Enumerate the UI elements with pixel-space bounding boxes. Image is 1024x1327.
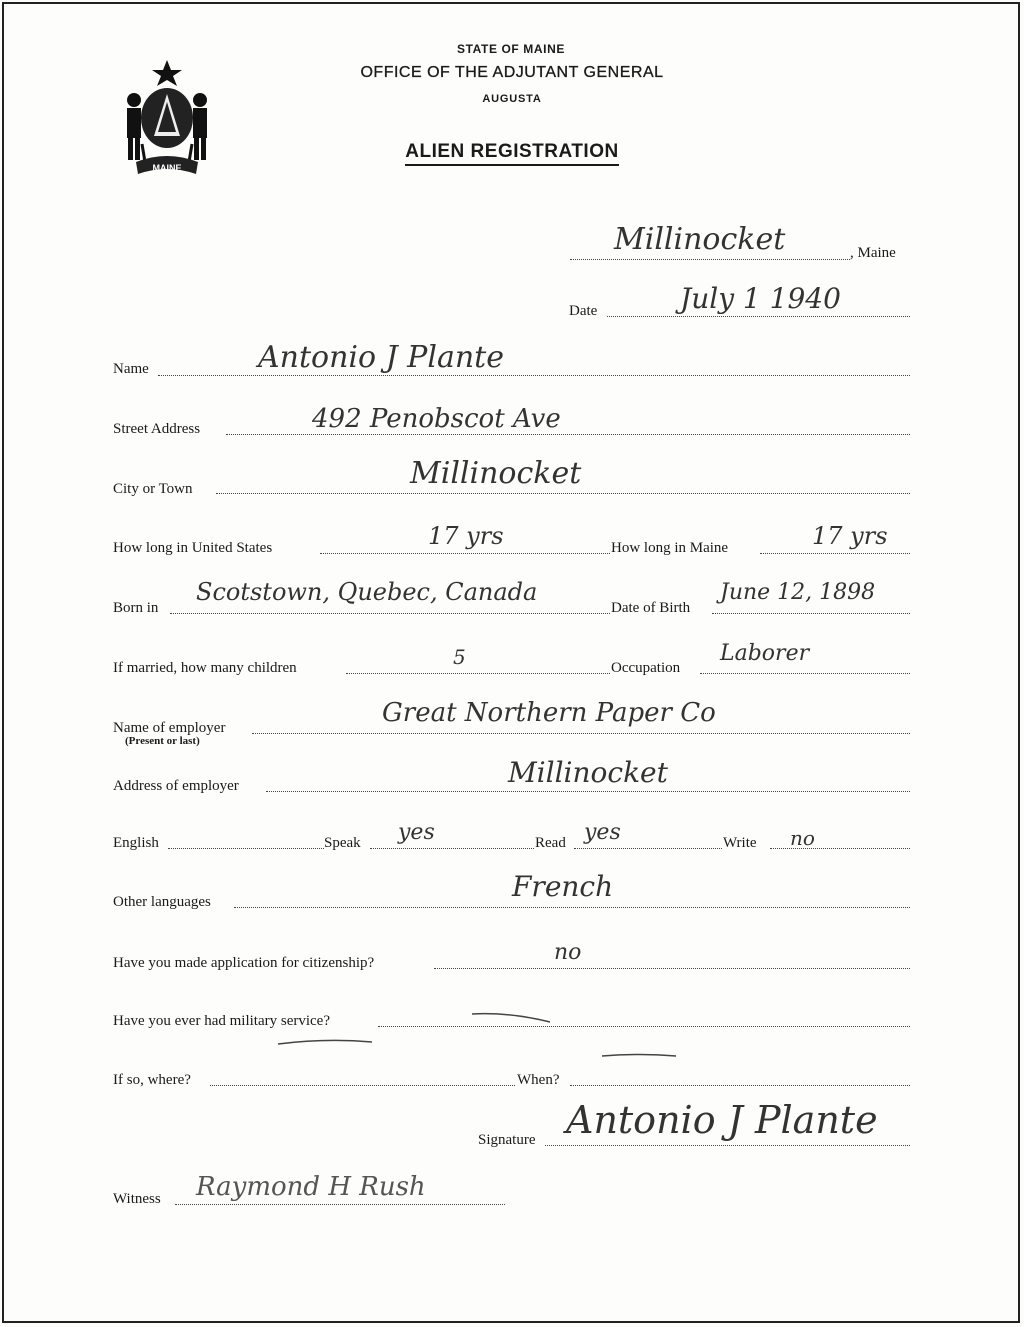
military-label: Have you ever had military service? bbox=[113, 1013, 330, 1029]
city-or-town-label: City or Town bbox=[113, 481, 193, 497]
citizenship-label: Have you made application for citizenship? bbox=[113, 955, 375, 971]
date-line bbox=[607, 316, 910, 317]
date-of-birth-value: June 12, 1898 bbox=[720, 580, 876, 605]
how-long-maine-value: 17 yrs bbox=[812, 522, 888, 550]
occupation-value: Laborer bbox=[720, 641, 810, 666]
citizenship-value: no bbox=[554, 940, 582, 965]
employer-name-value: Great Northern Paper Co bbox=[382, 698, 716, 728]
witness-value: Raymond H Rush bbox=[196, 1172, 426, 1202]
employer-name-label: Name of employer bbox=[113, 720, 226, 736]
street-address-label: Street Address bbox=[113, 421, 201, 437]
signature-value: Antonio J Plante bbox=[566, 1098, 878, 1142]
form-title-text: ALIEN REGISTRATION bbox=[405, 141, 618, 166]
witness-line bbox=[175, 1204, 505, 1205]
military-line bbox=[378, 1026, 910, 1027]
date-label: Date bbox=[569, 303, 598, 319]
employer-address-line bbox=[266, 791, 910, 792]
write-value: no bbox=[790, 826, 815, 850]
other-languages-line bbox=[234, 907, 910, 908]
occupation-label: Occupation bbox=[611, 660, 681, 676]
date-of-birth-line bbox=[712, 613, 910, 614]
citizenship-line bbox=[434, 968, 910, 969]
when-dash-mark bbox=[600, 1050, 680, 1062]
street-address-line bbox=[226, 434, 910, 435]
born-in-line bbox=[170, 613, 610, 614]
read-value: yes bbox=[584, 820, 621, 845]
name-label: Name bbox=[113, 361, 149, 377]
speak-value: yes bbox=[398, 820, 435, 845]
english-line bbox=[168, 848, 324, 849]
witness-label: Witness bbox=[113, 1191, 161, 1207]
form-title bbox=[0, 141, 1024, 163]
city-or-town-value: Millinocket bbox=[410, 456, 582, 491]
where-label: If so, where? bbox=[113, 1072, 191, 1088]
how-long-us-line bbox=[320, 553, 610, 554]
when-line bbox=[570, 1085, 910, 1086]
speak-line bbox=[370, 848, 534, 849]
town-value: Millinocket bbox=[614, 222, 786, 257]
born-in-label: Born in bbox=[113, 600, 159, 616]
city-or-town-line bbox=[216, 493, 910, 494]
children-value: 5 bbox=[453, 645, 466, 669]
street-address-value: 492 Penobscot Ave bbox=[312, 404, 561, 434]
english-label: English bbox=[113, 835, 159, 851]
born-in-value: Scotstown, Quebec, Canada bbox=[196, 578, 538, 606]
date-of-birth-label: Date of Birth bbox=[611, 600, 691, 616]
when-label: When? bbox=[517, 1072, 560, 1088]
children-label: If married, how many children bbox=[113, 660, 297, 676]
children-line bbox=[346, 673, 610, 674]
how-long-us-value: 17 yrs bbox=[428, 522, 504, 550]
header-office: OFFICE OF THE ADJUTANT GENERAL bbox=[360, 64, 664, 81]
how-long-maine-label: How long in Maine bbox=[611, 540, 729, 556]
speak-label: Speak bbox=[324, 835, 361, 851]
header-city: AUGUSTA bbox=[482, 93, 542, 105]
town-line bbox=[570, 259, 850, 260]
name-value: Antonio J Plante bbox=[258, 340, 504, 375]
other-languages-value: French bbox=[512, 870, 614, 903]
where-line bbox=[210, 1085, 515, 1086]
name-line bbox=[158, 375, 910, 376]
read-line bbox=[574, 848, 722, 849]
town-suffix-label: , Maine bbox=[850, 245, 896, 261]
other-languages-label: Other languages bbox=[113, 894, 211, 910]
write-label: Write bbox=[723, 835, 757, 851]
employer-address-value: Millinocket bbox=[508, 756, 668, 789]
employer-note: (Present or last) bbox=[125, 735, 200, 747]
occupation-line bbox=[700, 673, 910, 674]
date-value: July 1 1940 bbox=[680, 282, 841, 315]
read-label: Read bbox=[535, 835, 566, 851]
signature-line bbox=[545, 1145, 910, 1146]
military-dash-mark bbox=[470, 1008, 560, 1028]
how-long-maine-line bbox=[760, 553, 910, 554]
where-dash-mark bbox=[276, 1036, 376, 1050]
how-long-us-label: How long in United States bbox=[113, 540, 273, 556]
employer-address-label: Address of employer bbox=[113, 778, 239, 794]
signature-label: Signature bbox=[478, 1132, 536, 1148]
header-state: STATE OF MAINE bbox=[457, 42, 565, 56]
svg-text:MAINE: MAINE bbox=[152, 163, 182, 173]
employer-name-line bbox=[252, 733, 910, 734]
